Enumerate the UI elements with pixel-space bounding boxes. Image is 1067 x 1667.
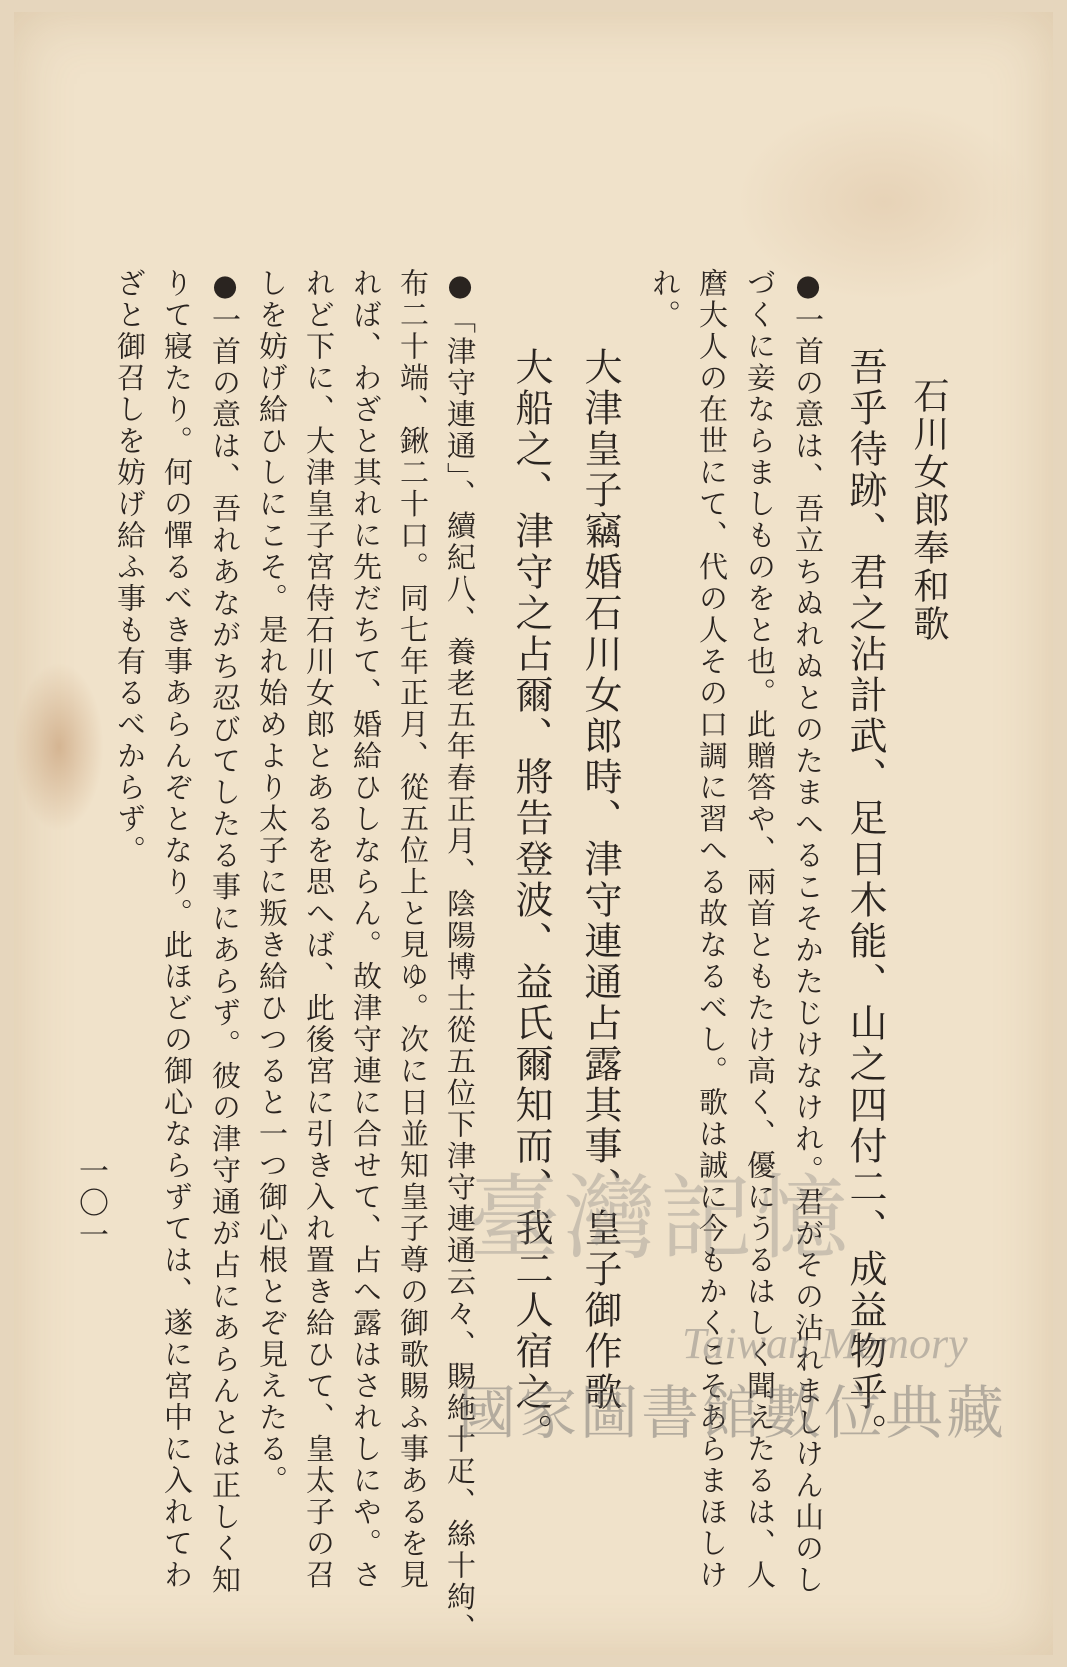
commentary-line: ●一首の意は、吾立ちぬれぬとのたまへるこそかたじけなけれ。君がその沾れましけん山のし [791,268,825,1596]
commentary-line: しを妨げ給ひしにこそ。是れ始めより太子に叛き給ひつると一つ御心根とぞ見えたる。 [255,268,289,1497]
commentary-line: 麿大人の在世にて、代の人その口調に習へる故なるべし。歌は誠に今もかくこそあらまほしけ [695,268,729,1591]
commentary-line: れ。 [648,268,682,331]
age-stain [734,102,1034,302]
age-stain [14,662,104,832]
commentary-line: づくに妾ならましものをと也。此贈答や、兩首ともたけ高く、優にうるはしく聞えたるは、人 [743,268,777,1591]
poem-line: 吾乎待跡、君之沾計武、足日木能、山之四付二、成益物乎。 [843,347,887,1454]
poem-title: 石川女郎奉和歌 [908,377,949,643]
poem-line: 大津皇子竊婚石川女郎時、津守連通占露其事、皇子御作歌 [578,347,622,1413]
commentary-line: ●「津守連通」、續紀八、養老五年春正月、陰陽博士從五位下津守連通云々、賜絁十疋、絲十絇、 [443,268,477,1645]
commentary-line: れば、わざと其れに先だちて、婚給ひしならん。故津守連に合せて、占へ露はされしにや。さ [349,268,383,1591]
commentary-line: れど下に、大津皇子宮侍石川女郎とあるを思へば、此後宮に引き入れ置き給ひて、皇太子の召 [302,268,336,1591]
poem-line: 大船之、津守之占爾、將告登波、益氏爾知而、我二人宿之。 [509,347,553,1454]
commentary-line: りて寢たり。何の憚るべき事あらんぞとなり。此ほどの御心ならずては、遂に宮中に入れてわ [160,268,194,1591]
watermark-characters: 臺灣記憶 [468,1165,853,1272]
watermark-library: 國家圖書館數位典藏 [458,1379,1008,1447]
commentary-line: ざと御召しを妨げ給ふ事も有るべからず。 [113,268,147,867]
page-number: 一〇一 [73,1155,108,1251]
commentary-line: ●一首の意は、吾れあながち忍びてしたる事にあらず。彼の津守通が占にあらんとは正しく知 [208,268,242,1596]
watermark-english: Taiwan Memory [682,1319,968,1368]
commentary-line: 布二十端、鍬二十口。同七年正月、從五位上と見ゆ。次に日並知皇子尊の御歌賜ふ事あるを見 [396,268,430,1591]
